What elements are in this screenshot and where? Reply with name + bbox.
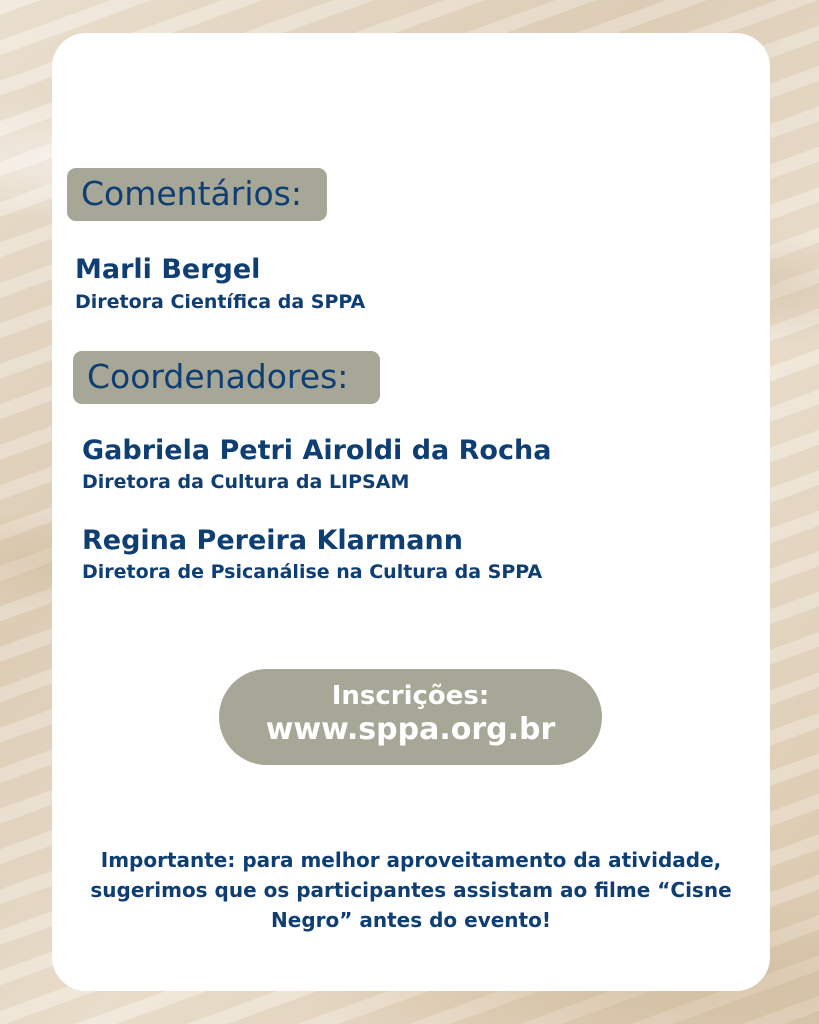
content-card <box>52 33 770 991</box>
signup-badge <box>219 669 602 765</box>
coordinators-heading: Coordenadores: <box>73 351 380 404</box>
important-note: Importante: para melhor aproveitamento da atividade, sugerimos que os participantes assistam ao filme “Cisne Negro” antes do evento! <box>90 848 732 932</box>
coordinator-role: Diretora de Psicanálise na Cultura da SPPA <box>82 561 543 583</box>
signup-link[interactable]: www.sppa.org.br <box>265 712 556 748</box>
commentator-role: Diretora Científica da SPPA <box>75 291 366 313</box>
coordinator-role: Diretora da Cultura da LIPSAM <box>82 471 410 493</box>
signup-label: Inscrições: <box>331 681 490 711</box>
coordinator-name: Gabriela Petri Airoldi da Rocha <box>82 435 552 466</box>
commentator-name: Marli Bergel <box>75 254 261 285</box>
coordinator-name: Regina Pereira Klarmann <box>82 525 463 556</box>
comments-heading: Comentários: <box>67 168 327 221</box>
